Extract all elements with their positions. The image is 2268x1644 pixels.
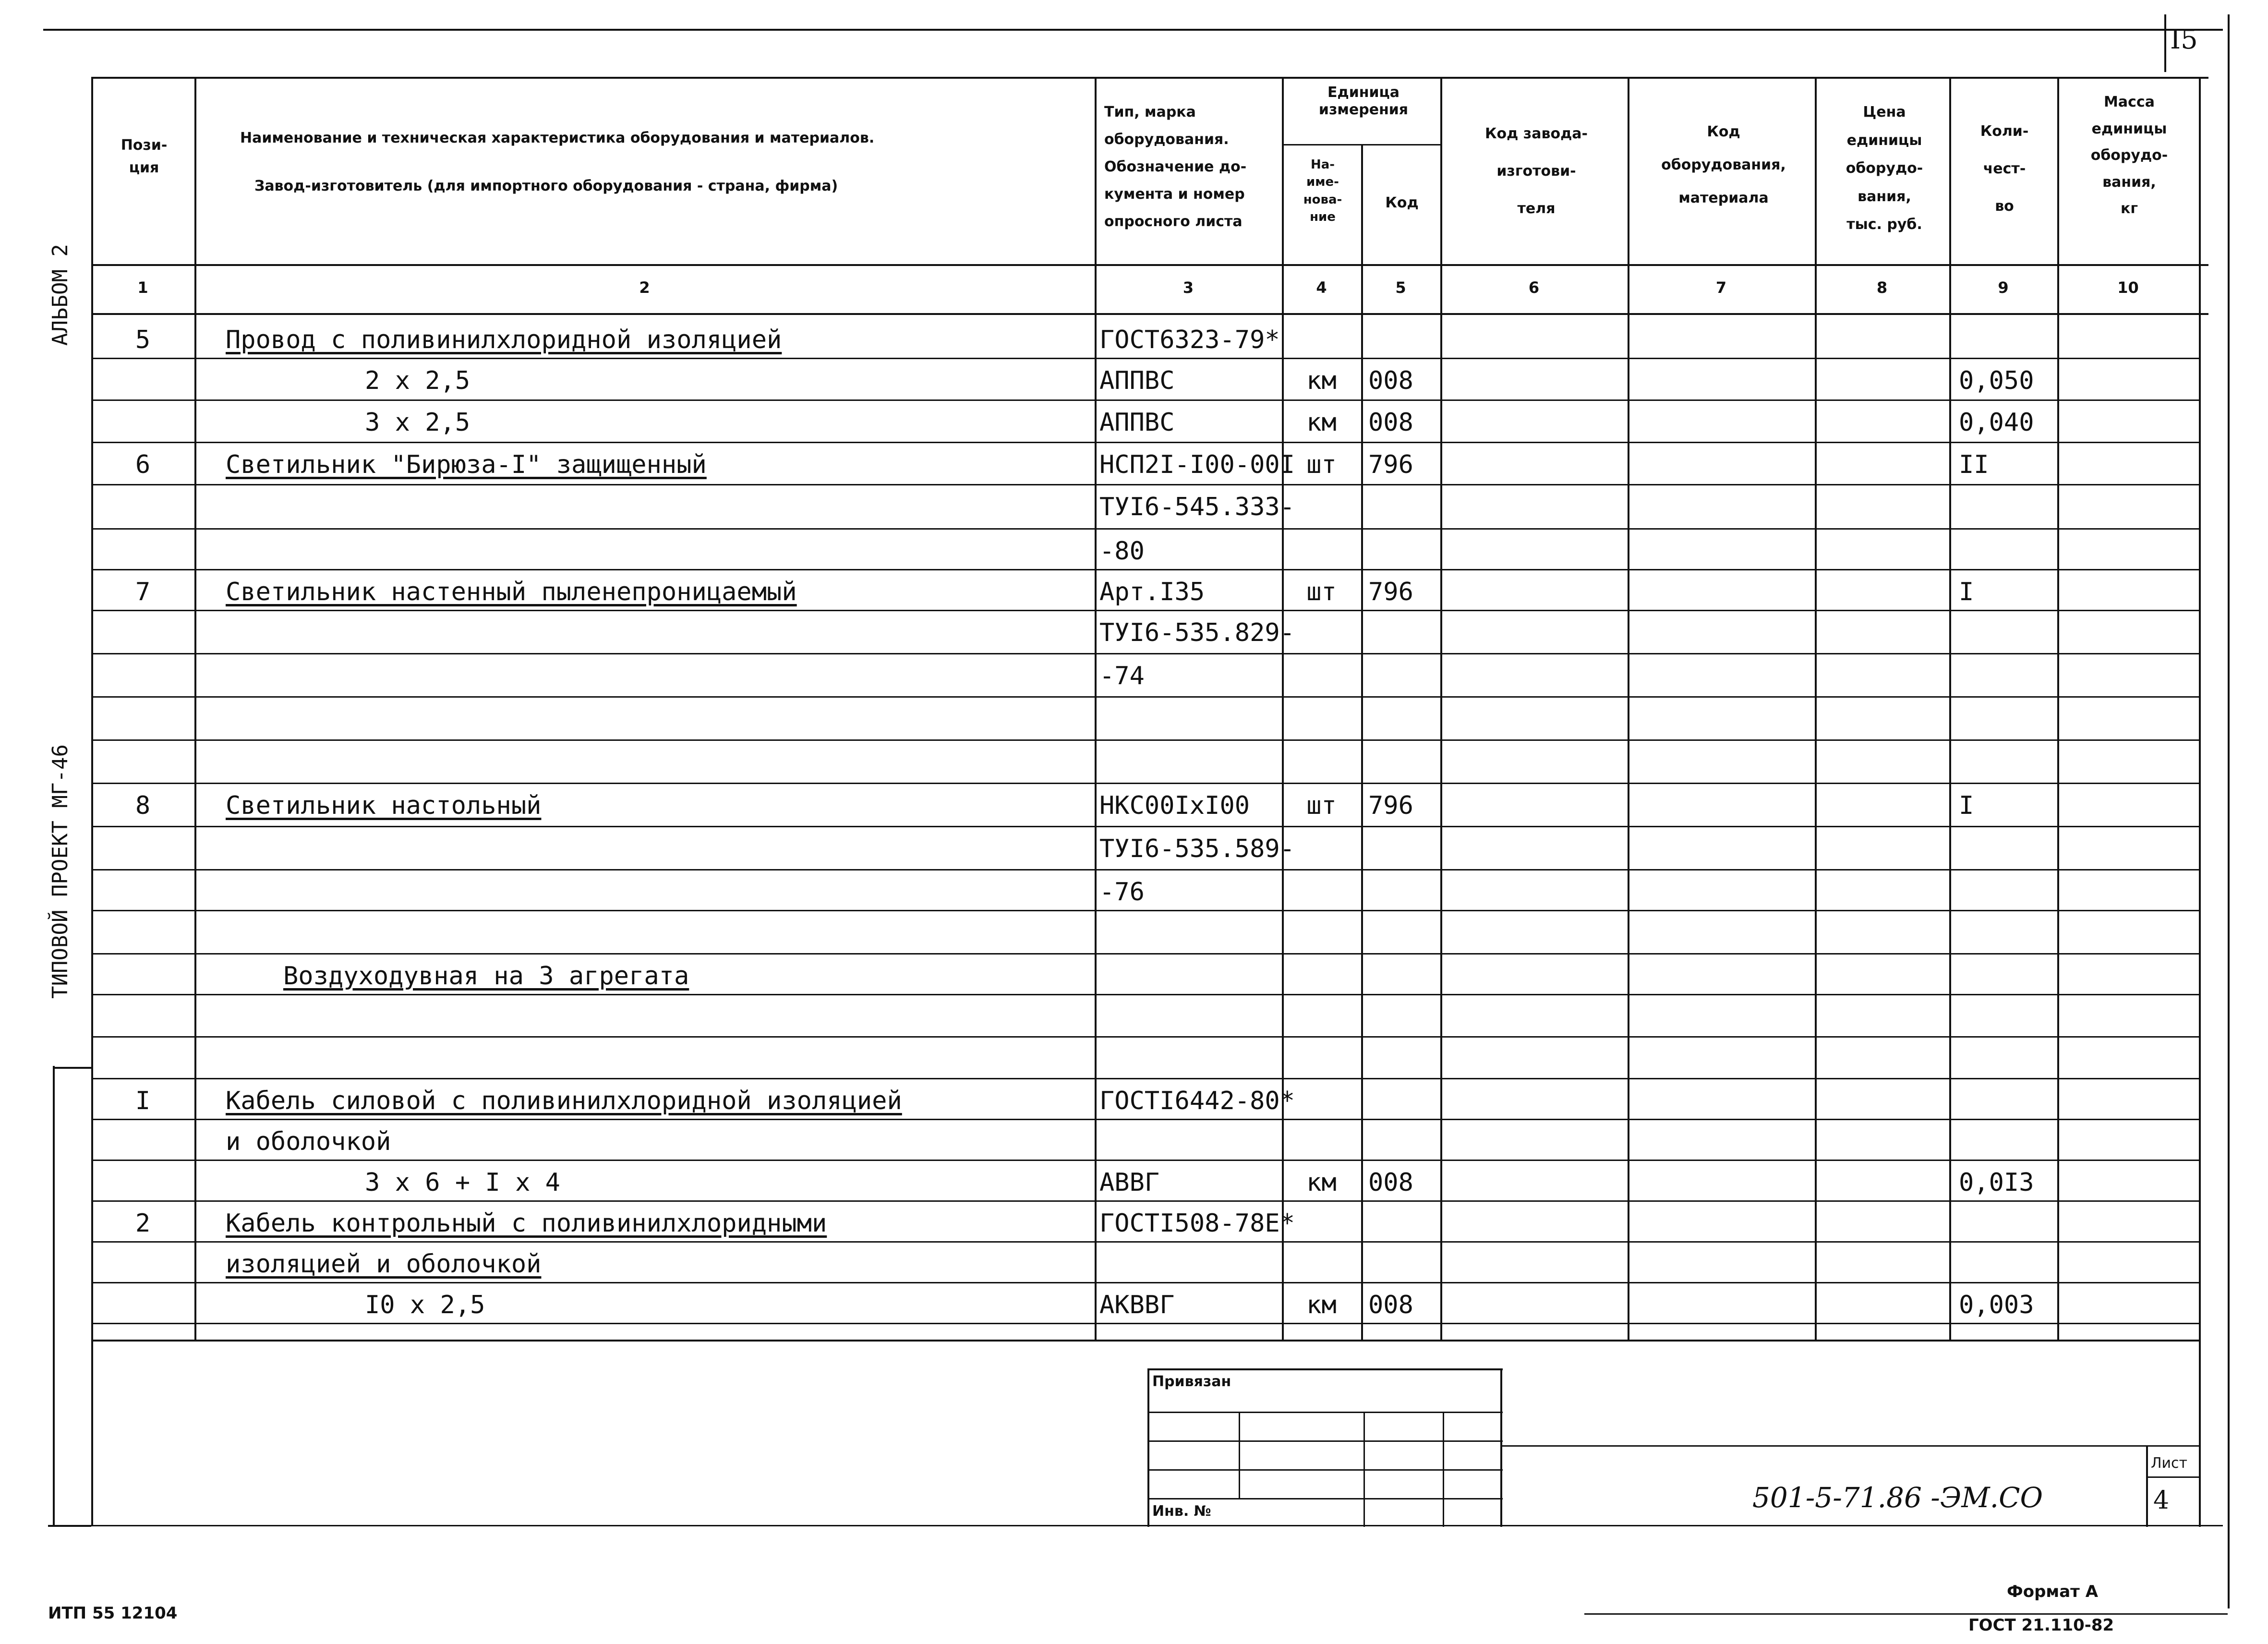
stamp-title-line xyxy=(1500,1445,2199,1447)
cell-position: 6 xyxy=(135,450,151,479)
side-label-project: ТИПОВОЙ ПРОЕКТ МГ-46 xyxy=(48,744,72,999)
header-factory-code: Код завода- изготови- теля xyxy=(1485,125,1588,217)
cell-quantity: I xyxy=(1959,791,1974,820)
cell-type: ТУI6-535.829- xyxy=(1099,618,1295,647)
row-separator xyxy=(91,358,2199,359)
cell-type: АКВВГ xyxy=(1099,1291,1175,1319)
cell-position: 2 xyxy=(135,1209,151,1238)
stamp-inv-no: Инв. № xyxy=(1152,1503,1211,1520)
cell-name: Светильник "Бирюза-I" защищенный xyxy=(226,450,707,479)
col-line-3 xyxy=(1282,77,1284,1340)
stamp-v-2 xyxy=(1363,1412,1365,1527)
cell-type: -74 xyxy=(1099,662,1145,690)
cell-type: ТУI6-545.333- xyxy=(1099,493,1295,521)
cell-position: I xyxy=(135,1087,151,1115)
stamp-right-line xyxy=(1500,1368,1502,1527)
cell-type: ГОСТI6442-80* xyxy=(1099,1087,1295,1115)
cell-type: ГОСТI508-78Е* xyxy=(1099,1209,1295,1238)
page-number: I5 xyxy=(2170,24,2198,55)
stamp-v-3 xyxy=(1443,1412,1444,1527)
header-quantity: Коли- чест- во xyxy=(1980,123,2029,215)
cell-unit: км xyxy=(1306,1291,1337,1319)
cell-unit-code: 796 xyxy=(1368,578,1413,606)
cell-quantity: 0,003 xyxy=(1959,1291,2034,1319)
col-line-1 xyxy=(194,77,196,1340)
col-line-2 xyxy=(1095,77,1097,1340)
cell-name: Светильник настольный xyxy=(226,791,542,820)
col-line-7 xyxy=(1815,77,1817,1340)
row-separator xyxy=(91,1200,2199,1202)
row-separator xyxy=(91,1282,2199,1283)
col-line-5 xyxy=(1440,77,1442,1340)
cell-unit-code: 008 xyxy=(1368,366,1413,395)
cell-unit: км xyxy=(1306,1168,1337,1197)
stamp-sheet-label: Лист xyxy=(2151,1455,2188,1472)
cell-name: изоляцией и оболочкой xyxy=(226,1250,542,1279)
stamp-privyazan: Привязан xyxy=(1152,1373,1231,1390)
colnum-3: 3 xyxy=(1182,278,1194,297)
row-separator xyxy=(91,610,2199,611)
header-equipment-code: Код оборудования, материала xyxy=(1661,123,1786,206)
cell-name: Провод с поливинилхлоридной изоляцией xyxy=(226,326,782,354)
cell-unit: км xyxy=(1306,366,1337,395)
stamp-line-5 xyxy=(1147,1498,1503,1499)
stamp-line-2 xyxy=(1147,1412,1503,1413)
footer-format: Формат А xyxy=(2007,1582,2099,1601)
cell-position: 5 xyxy=(135,326,151,354)
row-separator xyxy=(91,442,2199,443)
colnum-6: 6 xyxy=(1528,278,1540,297)
footer-left: ИТП 55 12104 xyxy=(48,1604,178,1623)
row-separator xyxy=(91,399,2199,401)
table-body-bottom-line xyxy=(91,1340,2199,1342)
cell-unit: шт xyxy=(1306,450,1337,479)
table-top-line xyxy=(91,77,2208,79)
header-mass: Масса единицы оборудо- вания, кг xyxy=(2090,94,2168,217)
stamp-sheet-number: 4 xyxy=(2153,1486,2170,1515)
header-unit-group: Единица измерения xyxy=(1318,84,1409,118)
col-line-10 xyxy=(2199,77,2201,1527)
row-separator xyxy=(91,653,2199,654)
colnum-8: 8 xyxy=(1876,278,1888,297)
cell-unit-code: 796 xyxy=(1368,791,1413,820)
cell-name: 3 х 2,5 xyxy=(365,408,470,437)
row-separator xyxy=(91,910,2199,911)
stamp-left-line xyxy=(1147,1368,1149,1527)
cell-type: ГОСТ6323-79* xyxy=(1099,326,1280,354)
sheet-box-left xyxy=(2146,1445,2148,1527)
row-separator xyxy=(91,739,2199,741)
cell-unit-code: 008 xyxy=(1368,1168,1413,1197)
cell-type: АППВС xyxy=(1099,366,1175,395)
header-unit-price: Цена единицы оборудо- вания, тыс. руб. xyxy=(1846,104,1923,233)
cell-name: I0 х 2,5 xyxy=(365,1291,485,1319)
cell-position: 8 xyxy=(135,791,151,820)
colnum-4: 4 xyxy=(1316,278,1327,297)
colnum-2: 2 xyxy=(639,278,650,297)
header-position: Пози- ция xyxy=(121,137,168,176)
cell-position: 7 xyxy=(135,578,151,606)
cell-name: Кабель контрольный с поливинилхлоридными xyxy=(226,1209,827,1238)
cell-quantity: 0,040 xyxy=(1959,408,2034,437)
cell-quantity: 0,0I3 xyxy=(1959,1168,2034,1197)
cell-quantity: 0,050 xyxy=(1959,366,2034,395)
stamp-line-4 xyxy=(1147,1469,1503,1471)
row-separator xyxy=(91,1323,2199,1324)
cell-type: -76 xyxy=(1099,878,1145,907)
colnum-5: 5 xyxy=(1395,278,1406,297)
cell-unit: км xyxy=(1306,408,1337,437)
cell-quantity: II xyxy=(1959,450,1989,479)
cell-type: ТУI6-535.589- xyxy=(1099,834,1295,863)
row-separator xyxy=(91,994,2199,995)
cell-name: Кабель силовой с поливинилхлоридной изоляцией xyxy=(226,1087,902,1115)
row-separator xyxy=(91,696,2199,698)
colnum-7: 7 xyxy=(1715,278,1727,297)
row-separator xyxy=(91,783,2199,784)
cell-name: Светильник настенный пыленепроницаемый xyxy=(226,578,797,606)
row-separator xyxy=(91,1241,2199,1243)
col-line-9 xyxy=(2057,77,2059,1340)
stamp-line-3 xyxy=(1147,1440,1503,1442)
row-separator xyxy=(91,1160,2199,1161)
cell-unit: шт xyxy=(1306,791,1337,820)
header-type: Тип, марка оборудования. Обозначение до- кумента и номер опросного листа xyxy=(1104,104,1247,230)
cell-type: Арт.I35 xyxy=(1099,578,1205,606)
header-name-line1: Наименование и техническая характеристика оборудования и материалов. xyxy=(240,130,875,146)
cell-quantity: I xyxy=(1959,578,1974,606)
cell-type: АВВГ xyxy=(1099,1168,1160,1197)
cell-unit-code: 008 xyxy=(1368,408,1413,437)
cell-name: 3 х 6 + I х 4 xyxy=(365,1168,560,1197)
row-separator xyxy=(91,484,2199,485)
header-name-line2: Завод-изготовитель (для импортного оборудования - страна, фирма) xyxy=(254,178,838,194)
colnum-1: 1 xyxy=(137,278,148,297)
col-line-6 xyxy=(1628,77,1629,1340)
row-separator xyxy=(91,528,2199,530)
row-separator xyxy=(91,826,2199,827)
header-unit-name: На- име- нова- ние xyxy=(1303,157,1342,225)
colnum-9: 9 xyxy=(1998,278,2009,297)
stamp-top-line xyxy=(1147,1368,1503,1370)
col-line-8 xyxy=(1949,77,1951,1340)
footer-gost: ГОСТ 21.110-82 xyxy=(1968,1616,2114,1635)
cell-type: -80 xyxy=(1099,537,1145,566)
row-separator xyxy=(91,569,2199,570)
cell-unit: шт xyxy=(1306,578,1337,606)
cell-name: 2 х 2,5 xyxy=(365,366,470,395)
cell-unit-code: 796 xyxy=(1368,450,1413,479)
stamp-v-1 xyxy=(1239,1412,1240,1498)
cell-name: Воздуходувная на 3 агрегата xyxy=(283,962,689,991)
row-separator xyxy=(91,1036,2199,1038)
header-unit-code: Код xyxy=(1385,194,1419,211)
header-bottom-line xyxy=(91,264,2208,266)
cell-name: и оболочкой xyxy=(226,1127,391,1156)
stamp-doc-code: 501-5-71.86 -ЭМ.СО xyxy=(1752,1481,2043,1514)
cell-unit-code: 008 xyxy=(1368,1291,1413,1319)
colnum-10: 10 xyxy=(2117,278,2139,297)
row-separator xyxy=(91,869,2199,870)
cell-type: НСП2I-I00-00I xyxy=(1099,450,1295,479)
cell-type: АППВС xyxy=(1099,408,1175,437)
side-label-album: АЛЬБОМ 2 xyxy=(48,244,72,346)
sheet-box-mid xyxy=(2146,1476,2199,1478)
row-separator xyxy=(91,1119,2199,1120)
cell-type: НКС00IхI00 xyxy=(1099,791,1250,820)
row-separator xyxy=(91,1078,2199,1079)
colnum-bottom-line xyxy=(91,313,2208,315)
row-separator xyxy=(91,953,2199,955)
